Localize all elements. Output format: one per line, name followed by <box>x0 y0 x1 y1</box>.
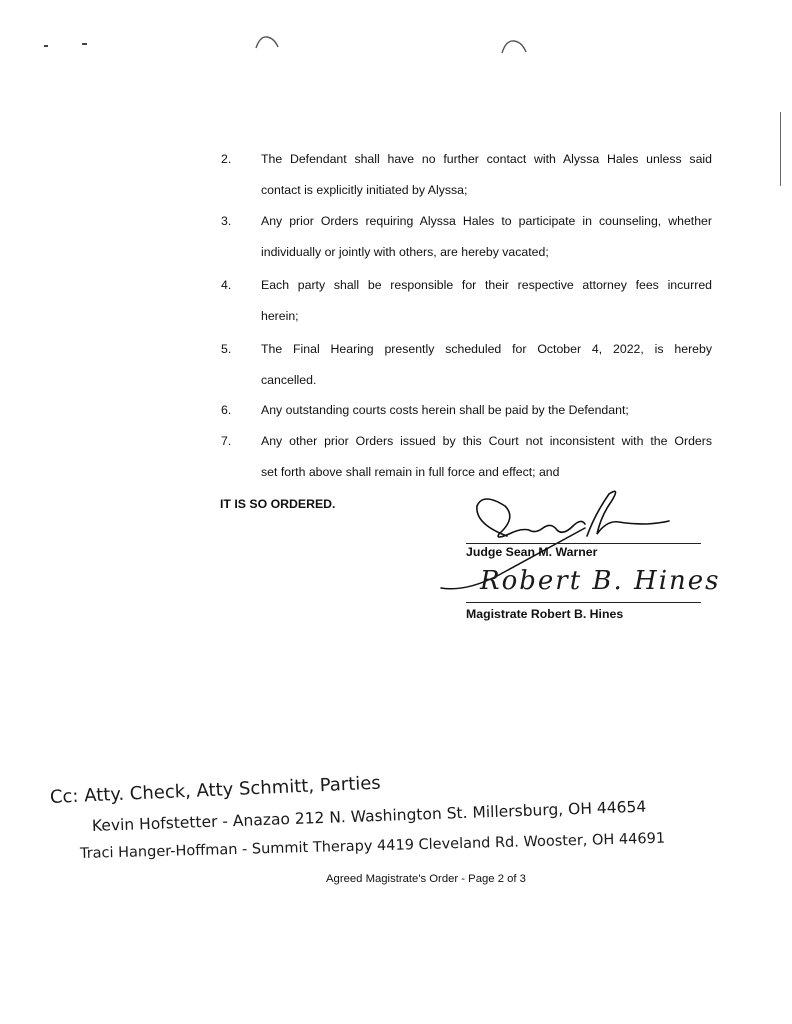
scan-speck <box>82 43 87 45</box>
handwritten-address-line: Kevin Hofstetter - Anazao 212 N. Washington St. Millersburg, OH 44654 <box>91 797 647 835</box>
item-text-line: Any outstanding courts costs herein shall be paid by the Defendant; <box>261 403 629 417</box>
item-number: 7. <box>221 434 232 448</box>
item-number: 5. <box>221 342 232 356</box>
page-footer <box>0 873 792 885</box>
magistrate-signature-line <box>466 602 701 603</box>
item-number: 6. <box>221 403 232 417</box>
punch-hole-mark <box>500 38 528 54</box>
handwritten-address-line: Traci Hanger-Hoffman - Summit Therapy 4419 Cleveland Rd. Wooster, OH 44691 <box>79 830 666 862</box>
item-text-line: Any prior Orders requiring Alyssa Hales to participate in counseling, whether <box>261 214 712 228</box>
punch-hole-mark <box>254 34 280 50</box>
scan-speck <box>44 45 48 47</box>
scan-edge-line <box>780 112 781 186</box>
item-number: 3. <box>221 214 232 228</box>
so-ordered-statement: IT IS SO ORDERED. <box>220 497 336 511</box>
item-text-line: individually or jointly with others, are hereby vacated; <box>261 245 549 259</box>
footer-text: Agreed Magistrate's Order - Page 2 of 3 <box>326 873 526 885</box>
item-text-line: Each party shall be responsible for their respective attorney fees incurred <box>261 278 712 292</box>
item-text-line: herein; <box>261 309 299 323</box>
item-text-line: The Defendant shall have no further contact with Alyssa Hales unless said <box>261 152 712 166</box>
magistrate-signature: Robert B. Hines <box>480 566 721 596</box>
item-text-line: cancelled. <box>261 373 317 387</box>
item-text-line: contact is explicitly initiated by Alyssa; <box>261 183 468 197</box>
item-text-line: The Final Hearing presently scheduled for October 4, 2022, is hereby <box>261 342 712 356</box>
item-number: 2. <box>221 152 232 166</box>
item-text-line: set forth above shall remain in full force and effect; and <box>261 465 560 479</box>
item-number: 4. <box>221 278 232 292</box>
magistrate-signature-label: Magistrate Robert B. Hines <box>466 607 624 621</box>
item-text-line: Any other prior Orders issued by this Court not inconsistent with the Orders <box>261 434 712 448</box>
judge-signature-label: Judge Sean M. Warner <box>466 545 598 559</box>
judge-signature-line <box>466 543 701 544</box>
handwritten-cc-line: Cc: Atty. Check, Atty Schmitt, Parties <box>49 772 382 808</box>
